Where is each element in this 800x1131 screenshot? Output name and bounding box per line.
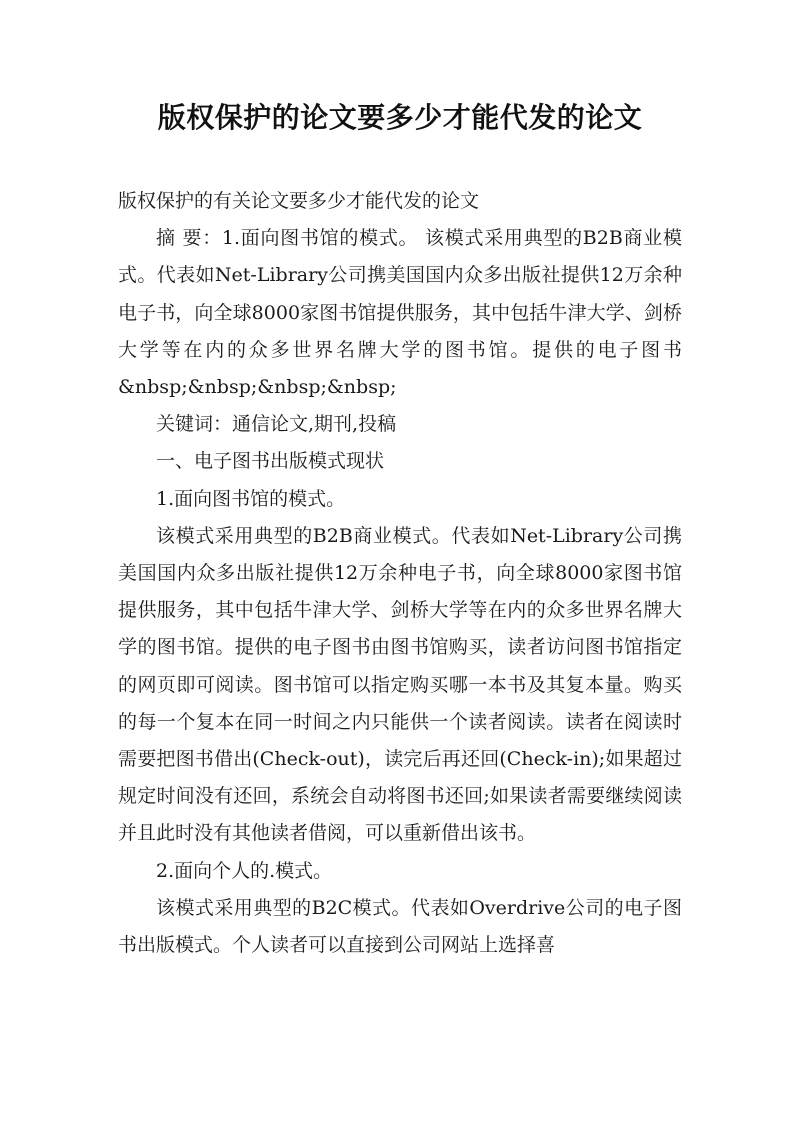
document-body xyxy=(118,183,682,964)
document-title: 版权保护的论文要多少才能代发的论文 xyxy=(157,101,643,134)
subsection-heading-2: 2.面向个人的.模式。 xyxy=(156,859,333,882)
paragraph-subtitle: 版权保护的有关论文要多少才能代发的论文 xyxy=(118,190,480,212)
subsection-heading-1: 1.面向图书馆的模式。 xyxy=(156,487,346,510)
paragraph-keywords: 关键词：通信论文,期刊,投稿 xyxy=(156,413,397,436)
paragraph-library-model: 该模式采用典型的B2B商业模式。代表如Net-Library公司携美国国内众多出版社提供12万余种电子书，向全球8000家图书馆提供服务，其中包括牛津大学、剑桥大学等在内的众多世界名牌大学的图书馆。提供的电子图书由图书馆购买，读者访问图书馆指定的网页即可阅读。图书馆可以指定购买哪一本书及其复本量。购买的每一个复本在同一时间之内只能供一个读者阅读。读者在阅读时需要把图书借出(Check-out)，读完后再还回(Check-in);如果超过规定时间没有还回，系统会自动将图书还回;如果读者需要继续阅读并且此时没有其他读者借阅，可以重新借出该书。 xyxy=(118,524,682,845)
paragraph-personal-model: 该模式采用典型的B2C模式。代表如Overdrive公司的电子图书出版模式。个人读者可以直接到公司网站上选择喜 xyxy=(118,896,682,957)
paragraph-abstract: 摘 要：1.面向图书馆的模式。 该模式采用典型的B2B商业模式。代表如Net-Library公司携美国国内众多出版社提供12万余种电子书，向全球8000家图书馆提供服务，其中包括牛津大学、剑桥大学等在内的众多世界名牌大学的图书馆。提供的电子图书 &nbsp;&nbsp;&nbsp;&nbsp; xyxy=(118,227,682,399)
section-heading-1: 一、电子图书出版模式现状 xyxy=(156,450,385,473)
